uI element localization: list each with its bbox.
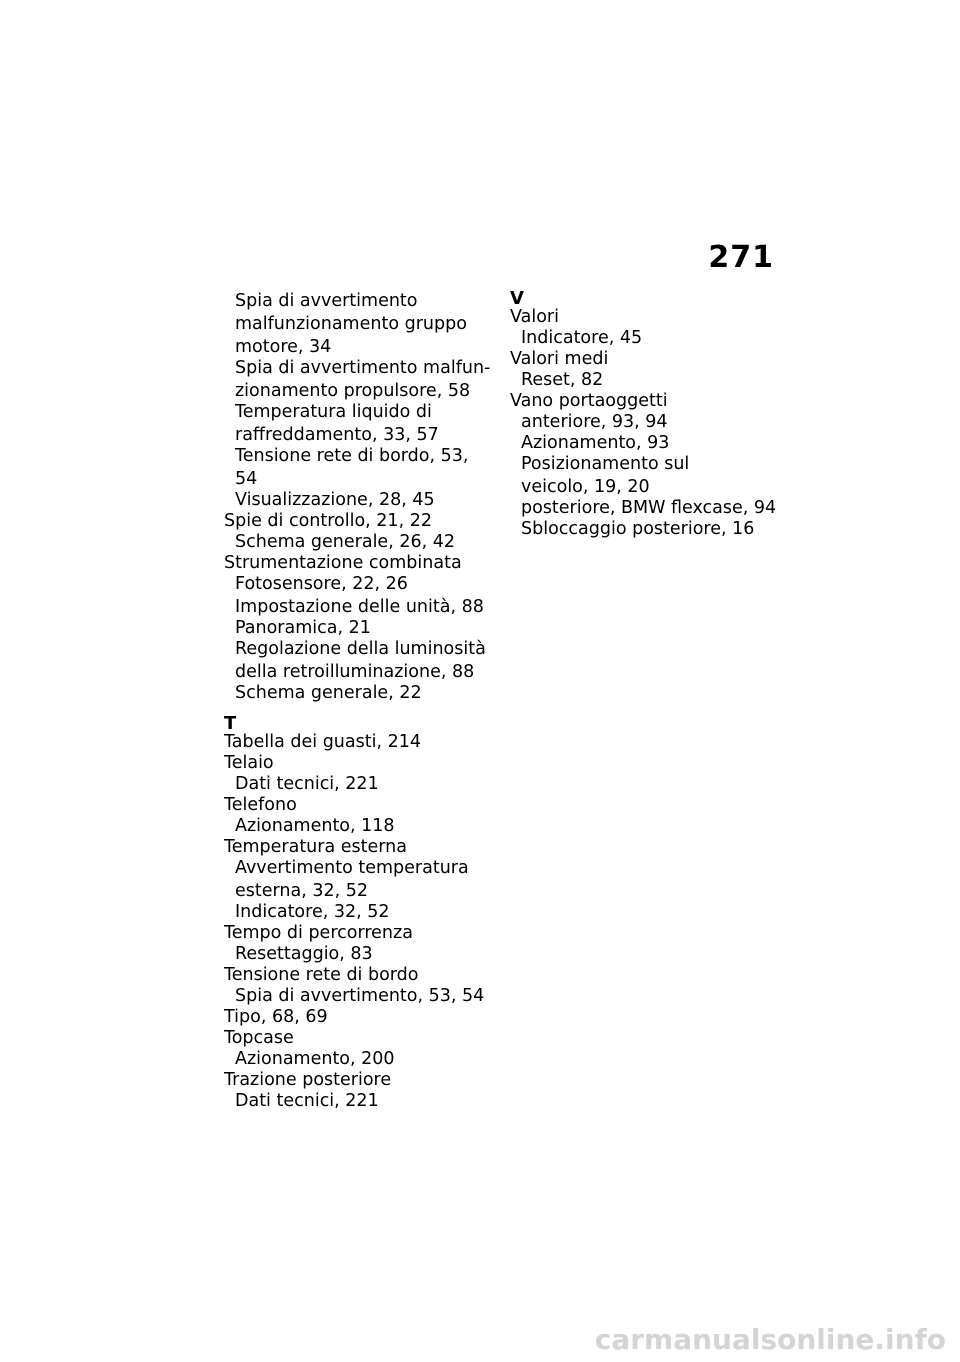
index-subentry: Spia di avvertimento [235,291,418,311]
index-subentry: Schema generale, 26, 42 [235,532,455,552]
index-entry: Valori medi [510,349,609,369]
index-subentry: Azionamento, 118 [235,816,395,836]
index-subentry: Azionamento, 200 [235,1049,395,1069]
index-subentry: Temperatura liquido di [235,402,432,422]
index-subentry: Sbloccaggio posteriore, 16 [521,519,755,539]
index-entry: Telaio [224,753,274,773]
index-subentry: Spia di avvertimento malfun- [235,358,491,378]
page-number: 271 [708,240,774,275]
index-subentry: motore, 34 [235,337,332,357]
index-subentry: anteriore, 93, 94 [521,412,668,432]
index-subentry: zionamento propulsore, 58 [235,381,471,401]
index-entry: Temperatura esterna [224,837,407,857]
index-entry: Trazione posteriore [224,1070,392,1090]
index-entry: Telefono [224,795,297,815]
index-subentry: Indicatore, 32, 52 [235,902,390,922]
index-subentry: raffreddamento, 33, 57 [235,425,439,445]
index-letter-heading: T [224,713,237,734]
index-subentry: Posizionamento sul [521,454,690,474]
index-entry: Tempo di percorrenza [224,923,413,943]
index-entry: Tensione rete di bordo [224,965,419,985]
index-subentry: posteriore, BMW flexcase, 94 [521,498,777,518]
index-subentry: Dati tecnici, 221 [235,1091,379,1111]
index-subentry: veicolo, 19, 20 [521,477,650,497]
index-entry: Valori [510,307,559,327]
index-column-left [224,291,514,1112]
index-subentry: Azionamento, 93 [521,433,670,453]
index-subentry: della retroilluminazione, 88 [235,662,475,682]
index-subentry: Visualizzazione, 28, 45 [235,490,435,510]
index-subentry: Spia di avvertimento, 53, 54 [235,986,485,1006]
index-subentry: Resettaggio, 83 [235,944,373,964]
index-subentry: esterna, 32, 52 [235,881,369,901]
index-letter-heading: V [510,288,524,309]
index-entry: Vano portaoggetti [510,391,668,411]
index-entry: Topcase [224,1028,294,1048]
index-subentry: Dati tecnici, 221 [235,774,379,794]
index-subentry: 54 [235,469,258,489]
index-subentry: Schema generale, 22 [235,683,422,703]
index-subentry: malfunzionamento gruppo [235,314,467,334]
index-subentry: Regolazione della luminosità [235,639,486,659]
index-subentry: Avvertimento temperatura [235,858,469,878]
index-subentry: Reset, 82 [521,370,604,390]
index-subentry: Fotosensore, 22, 26 [235,574,408,594]
index-entry: Tipo, 68, 69 [224,1007,328,1027]
index-subentry: Indicatore, 45 [521,328,643,348]
index-entry: Tabella dei guasti, 214 [224,732,421,752]
index-subentry: Tensione rete di bordo, 53, [235,446,469,466]
index-subentry: Impostazione delle unità, 88 [235,597,484,617]
watermark: carmanualsonline.info [594,1323,946,1356]
index-entry: Strumentazione combinata [224,553,462,573]
index-column-right [510,288,800,540]
index-entry: Spie di controllo, 21, 22 [224,511,432,531]
index-subentry: Panoramica, 21 [235,618,371,638]
